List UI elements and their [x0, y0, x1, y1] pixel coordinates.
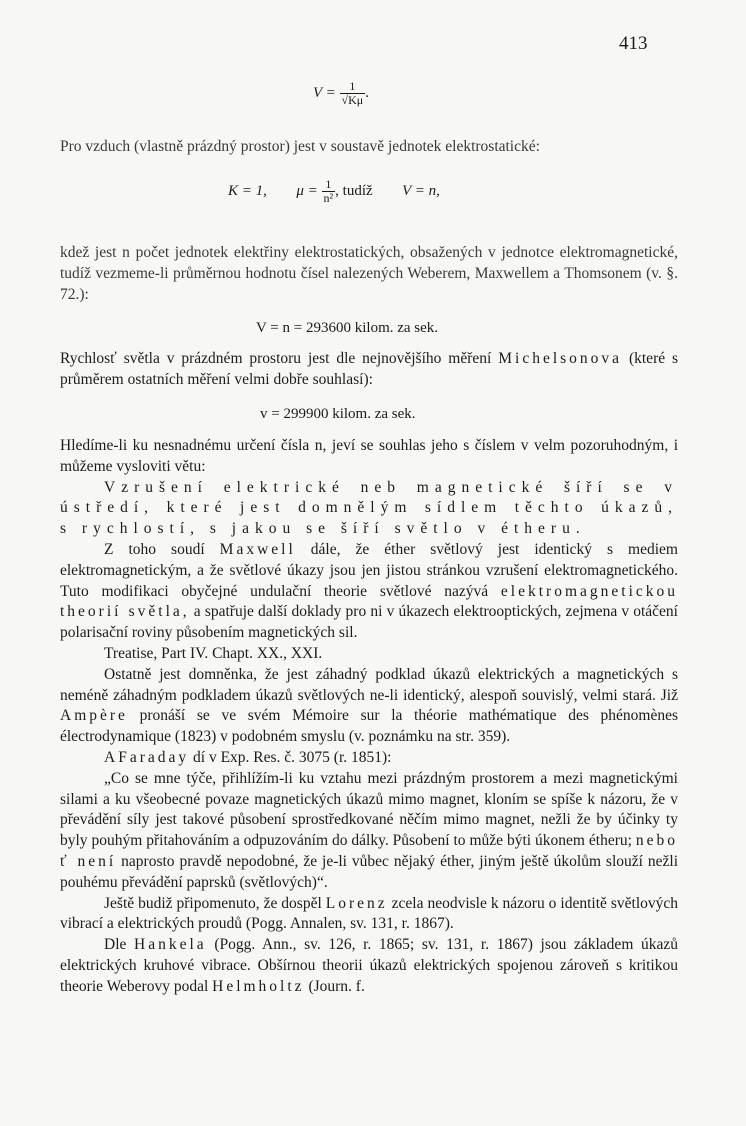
paragraph-air: Pro vzduch (vlastně prázdný prostor) jest v soustavě jednotek elektrostatické:	[60, 138, 540, 155]
formula-n-value: V = n = 293600 kilom. za sek.	[256, 320, 439, 336]
paragraph-n: Hledíme-li ku nesnadnému určení čísla n, jeví se souhlas jeho s číslem v velm pozoruhodným, i můžeme vysloviti větu:	[60, 437, 678, 475]
paragraph-hankel: Dle Hankela (Pogg. Ann., sv. 126, r. 1865; sv. 131, r. 1867) jsou základem úkazů elektrických kruhové vibrace. Obšírnou theorii úkazů elektrických spojenou zároveň s kritikou theorie Weberovy podal Helmholtz (Journ. f.	[60, 936, 679, 995]
formula-v-sqrt: V = $\frac{1}{√K\mu}$ .	[313, 79, 369, 107]
main-text	[60, 436, 678, 998]
formula-v-value: v = 299900 kilom. za sek.	[260, 406, 416, 422]
fraction: $\frac{1}{\text{n²}}$	[323, 177, 334, 205]
formula-k-mu: K = 1, μ = $\frac{1}{\text{n²}}$ , tudíž V = n,	[228, 177, 440, 205]
fraction: $\frac{1}{√K\mu}$	[341, 79, 364, 107]
paragraph-maxwell: Z toho soudí Maxwell dále, že éther světlový jest identický s mediem elektromagnetickým, a že světlové úkazy jsou jen jistou stránkou vzrušení elektromagnetického. Tuto modifikaci obyčejné undulační theorie světlové nazývá elektromagnetickou theorií světla, a spatřuje další doklady pro ni v úkazech elektrooptických, zejmena v otáčení polarisační roviny působením magnetických sil.	[60, 540, 679, 642]
page-number: 413	[619, 33, 648, 54]
paragraph-ampere: Ostatně jest domněnka, že jest záhadný podklad úkazů elektrických a magnetických s neméně záhadným podkladem úkazů světlových ne-li identický, alespoň souvislý, velmi stará. Již Ampère pronáší se ve svém Mémoire sur la théorie mathématique des phénomènes électrodynamique (1823) v podobném smyslu (v. poznámku na str. 359).	[60, 665, 679, 746]
paragraph-theorem: Vzrušení elektrické neb magnetické šíří se v ústředí, které jest domnělým sídlem těchto úkazů, s rychlostí, s jakou se šíří světlo v étheru.	[60, 478, 678, 538]
paragraph-faraday: A Faraday dí v Exp. Res. č. 3075 (r. 1851):	[104, 748, 392, 766]
paragraph-treatise: Treatise, Part IV. Chapt. XX., XXI.	[104, 644, 323, 662]
formula-lhs: V =	[313, 84, 336, 101]
paragraph-lorenz: Ještě budiž připomenuto, že dospěl Lorenz zcela neodvisle k názoru o identitě světlových vibrací a elektrických proudů (Pogg. Annalen, sv. 131, r. 1867).	[60, 894, 679, 933]
paragraph-light-speed: Rychlosť světla v prázdném prostoru jest dle nejnovějšího měření Michelsonova (které s průměrem ostatních měření velmi dobře souhlasí):	[60, 350, 679, 388]
paragraph-units: kdež jest n počet jednotek elektřiny elektrostatických, obsažených v jednotce elektromagnetické, tudíž vezmeme-li průměrnou hodnotu čísel nalezených Weberem, Maxwellem a Thomsonem (v. §. 72.):	[60, 244, 678, 303]
paragraph-quote: „Co se mne týče, přihlížím-li ku vztahu mezi prázdným prostorem a mezi magnetickými silami a ku všeobecné povaze magnetických úkazů mimo magnet, kloním se spíše k názoru, že v převádění síly jest takové působení sprostředkované něčím mimo magnet, nežli že by účinky ty byly pouhým přitahováním a odpuzováním do dálky. Působení to může býti úkonem étheru; nebo ť není naprosto pravdě nepodobné, že je-li vůbec nějaký éther, jiným ještě úkolům slouží nežli pouhému převádění paprsků (světlových)“.	[60, 769, 679, 891]
